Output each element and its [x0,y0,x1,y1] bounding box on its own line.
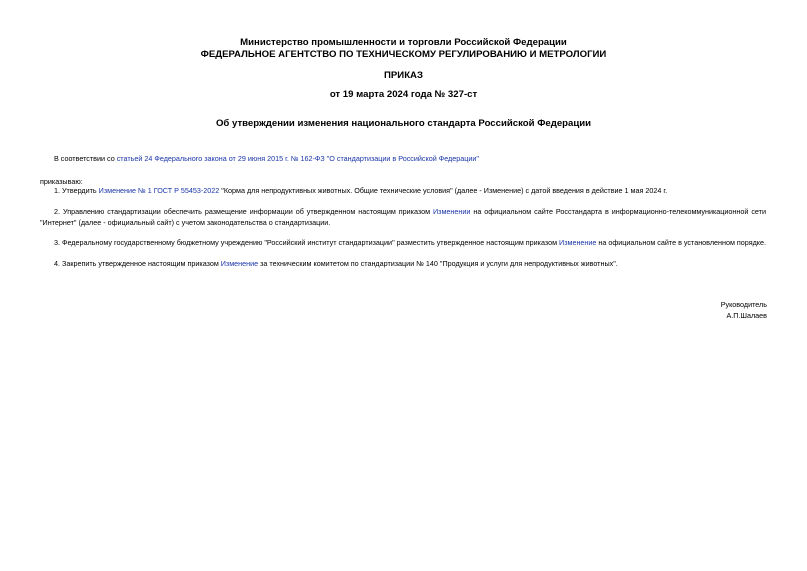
item-1-prefix: 1. Утвердить [54,186,99,195]
item-3-amendment-link[interactable]: Изменение [559,238,597,247]
signatory-name: А.П.Шалаев [726,311,767,320]
signatory-title: Руководитель [720,300,767,309]
item-3-prefix: 3. Федеральному государственному бюджетному учреждению "Российский институт стандартизации" разместить утвержденное настоящим приказом [54,238,560,247]
item-4-prefix: 4. Закрепить утвержденное настоящим приказом [54,259,221,268]
document-date-number: от 19 марта 2024 года № 327-ст [329,89,478,100]
ministry-name: Министерство промышленности и торговли Российской Федерации [240,37,567,48]
item-2-amendment-link[interactable]: Изменении [433,207,471,216]
item-2-prefix: 2. Управлению стандартизации обеспечить размещение информации об утвержденном настоящим приказом [54,207,433,216]
item-4-paragraph [40,259,766,270]
item-3-suffix: на официальном сайте в установленном порядке. [596,238,767,247]
item-4-amendment-link[interactable]: Изменение [220,259,259,268]
decree-word: приказываю: [40,177,83,186]
item-4-suffix: за техническим комитетом по стандартизации № 140 "Продукция и услуги для непродуктивных животных". [258,259,618,268]
federal-law-link[interactable]: статьей 24 Федерального закона от 29 июня 2015 г. № 162-ФЗ "О стандартизации в Российской Федерации" [116,154,479,163]
item-2-paragraph [40,207,766,228]
item-1-paragraph [40,186,766,197]
agency-name: ФЕДЕРАЛЬНОЕ АГЕНТСТВО ПО ТЕХНИЧЕСКОМУ РЕГУЛИРОВАНИЮ И МЕТРОЛОГИИ [200,49,607,60]
document-type: ПРИКАЗ [384,70,423,81]
item-3-paragraph [40,238,766,249]
preamble-paragraph [40,154,766,165]
preamble-text: В соответствии со [54,154,117,163]
item-2-suffix: на официальном сайте Росстандарта в информационно-телекоммуникационной сети "Интернет" (далее - официальный сайт) с учетом законодательства о стандартизации. [40,207,766,227]
item-1-suffix: "Корма для непродуктивных животных. Общие технические условия" (далее - Изменение) с датой введения в действие 1 мая 2024 г. [219,186,668,195]
amendment-gost-link[interactable]: Изменение № 1 ГОСТ Р 55453-2022 [98,186,220,195]
document-subject: Об утверждении изменения национального стандарта Российской Федерации [215,118,592,129]
